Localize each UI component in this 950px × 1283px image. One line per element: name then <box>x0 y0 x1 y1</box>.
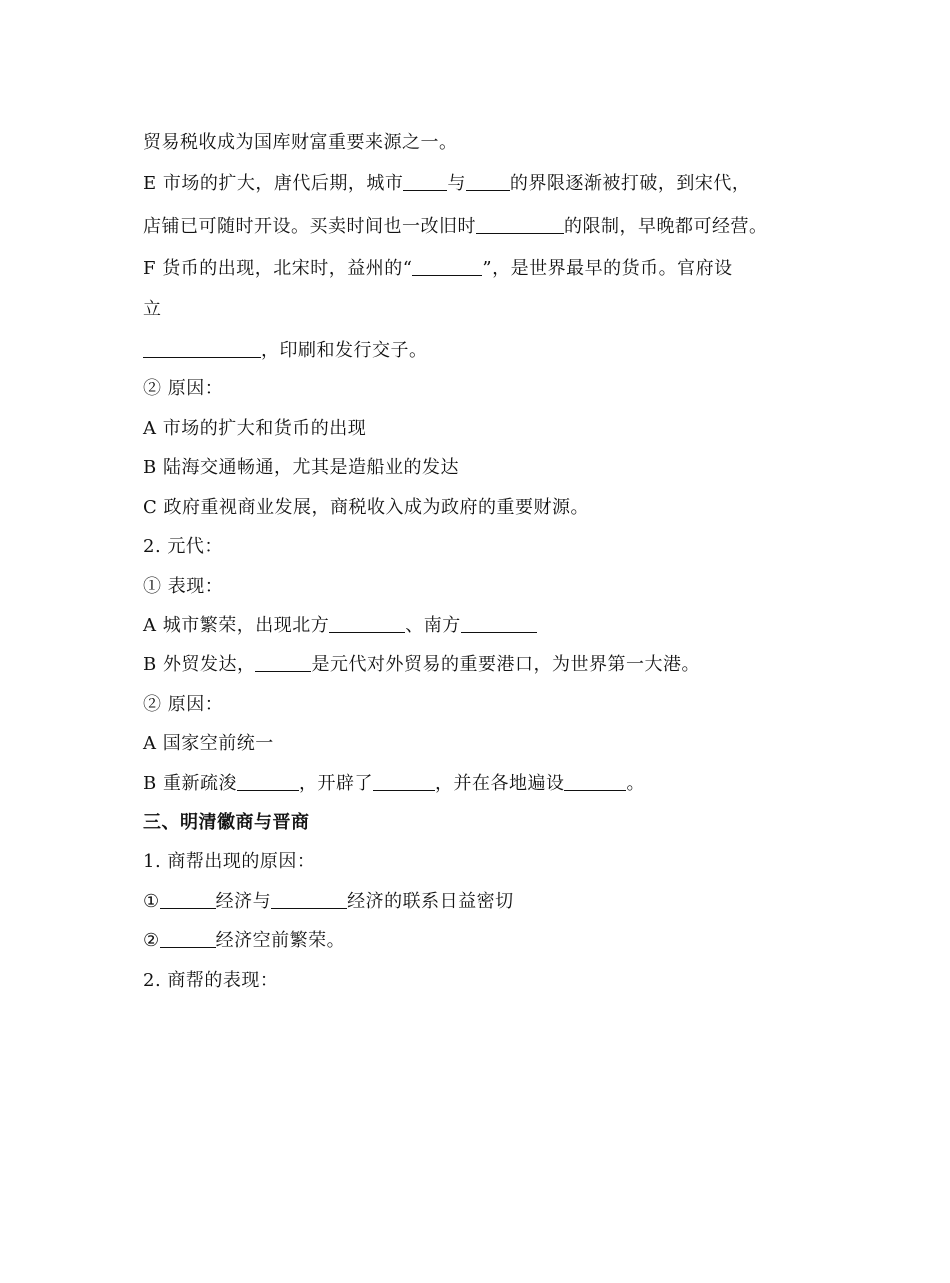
text-line-8: A 市场的扩大和货币的出现 <box>143 418 367 439</box>
text-line-1: 贸易税收成为国库财富重要来源之一。 <box>143 132 458 153</box>
answer-blank[interactable] <box>143 339 261 358</box>
text-line-14: B 外贸发达， 是元代对外贸易的重要港口，为世界第一大港。 <box>143 654 700 675</box>
text-line-11: 2. 元代： <box>143 536 223 557</box>
text-line-13: A 城市繁荣，出现北方 、南方 <box>143 614 537 638</box>
answer-blank[interactable] <box>412 257 482 276</box>
text-line-19: 1. 商帮出现的原因： <box>143 851 316 872</box>
answer-blank[interactable] <box>160 929 216 948</box>
answer-blank[interactable] <box>255 653 311 672</box>
text-line-12: ① 表现： <box>143 576 224 597</box>
text-line-7: ② 原因： <box>143 378 224 399</box>
answer-blank[interactable] <box>237 772 299 791</box>
answer-blank[interactable] <box>373 772 435 791</box>
answer-blank[interactable] <box>461 614 537 633</box>
answer-blank[interactable] <box>329 614 405 633</box>
answer-blank[interactable] <box>466 172 510 191</box>
answer-blank[interactable] <box>476 215 564 234</box>
answer-blank[interactable] <box>564 772 626 791</box>
answer-blank[interactable] <box>160 890 216 909</box>
text-line-2: E 市场的扩大，唐代后期，城市 与 的界限逐渐被打破，到宋代， <box>143 173 751 194</box>
answer-blank[interactable] <box>271 890 347 909</box>
section-heading: 三、明清徽商与晋商 <box>143 812 310 833</box>
text-line-21: ② 经济空前繁荣。 <box>143 930 346 951</box>
text-line-15: ② 原因： <box>143 694 224 715</box>
text-line-3: 店铺已可随时开设。买卖时间也一改旧时 的限制，早晚都可经营。 <box>143 216 768 237</box>
text-line-20: ① 经济与 经济的联系日益密切 <box>143 891 514 912</box>
text-line-22: 2. 商帮的表现： <box>143 970 279 991</box>
answer-blank[interactable] <box>403 172 447 191</box>
text-line-9: B 陆海交通畅通，尤其是造船业的发达 <box>143 457 459 478</box>
text-line-16: A 国家空前统一 <box>143 733 274 754</box>
text-line-6: ，印刷和发行交子。 <box>143 339 428 363</box>
text-line-17: B 重新疏浚 ，开辟了 ，并在各地遍设 。 <box>143 773 645 794</box>
text-line-5: 立 <box>143 299 162 320</box>
text-line-10: C 政府重视商业发展，商税收入成为政府的重要财源。 <box>143 497 589 518</box>
text-line-4: F 货币的出现，北宋时，益州的“ ”，是世界最早的货币。官府设 <box>143 258 733 279</box>
